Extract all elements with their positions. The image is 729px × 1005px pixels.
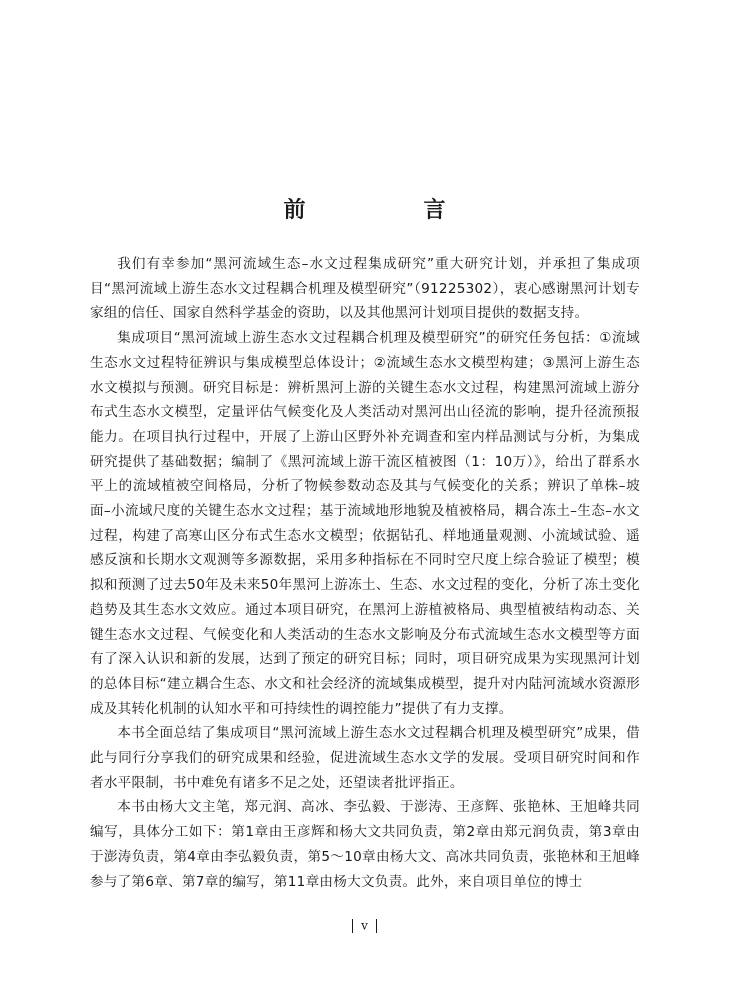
paragraph-authorship: 本书由杨大文主笔，郑元润、高冰、李弘毅、于澎涛、王彦辉、张艳林、王旭峰共同编写，具体分工如下：第1章由王彦辉和杨大文共同负责，第2章由郑元润负责，第3章由于澎涛负责，第4章由李弘毅负责，第5～10章由杨大文、高冰共同负责，张艳林和王旭峰参与了第6章、第7章的编写，第11章由杨大文负责。此外，来自项目单位的博士 (90, 799, 640, 890)
page-number-right-rule (376, 919, 377, 933)
paragraph-book-summary: 本书全面总结了集成项目“黑河流域上游生态水文过程耦合机理及模型研究”成果，借此与同行分享我们的研究成果和经验，促进流域生态水文学的发展。受项目研究时间和作者水平限制，书中难免有诸多不足之处，还望读者批评指正。 (90, 725, 640, 791)
page-number-value: v (361, 918, 368, 933)
page-title: 前 言 (283, 198, 494, 223)
page-number (0, 917, 729, 934)
paragraph-acknowledgement: 我们有幸参加“黑河流域生态–水文过程集成研究”重大研究计划，并承担了集成项目“黑河流域上游生态水文过程耦合机理及模型研究”（91225302），衷心感谢黑河计划专家组的信任、国家自然科学基金的资助，以及其他黑河计划项目提供的数据支持。 (90, 256, 640, 322)
preface-body (90, 252, 640, 894)
paragraph-research-tasks: 集成项目“黑河流域上游生态水文过程耦合机理及模型研究”的研究任务包括：①流域生态水文过程特征辨识与集成模型总体设计；②流域生态水文模型构建；③黑河上游生态水文模拟与预测。研究目标是：辨析黑河上游的关键生态水文过程，构建黑河流域上游分布式生态水文模型，定量评估气候变化及人类活动对黑河出山径流的影响，提升径流预报能力。在项目执行过程中，开展了上游山区野外补充调查和室内样品测试与分析，为集成研究提供了基础数据；编制了《黑河流域上游干流区植被图（1：10万）》，给出了群系水平上的流域植被空间格局，分析了物候参数动态及其与气候变化的关系；辨识了单株–坡面–小流域尺度的关键生态水文过程；基于流域地形地貌及植被格局，耦合冻土–生态–水文过程，构建了高寒山区分布式生态水文模型；依据钻孔、样地通量观测、小流域试验、遥感反演和长期水文观测等多源数据，采用多种指标在不同时空尺度上综合验证了模型；模拟和预测了过去50年及未来50年黑河上游冻土、生态、水文过程的变化，分析了冻土变化趋势及其生态水文效应。通过本项目研究，在黑河上游植被格局、典型植被结构动态、关键生态水文过程、气候变化和人类活动的生态水文影响及分布式流域生态水文模型等方面有了深入认识和新的发展，达到了预定的研究目标；同时，项目研究成果为实现黑河计划的总体目标“建立耦合生态、水文和社会经济的流域集成模型，提升对内陆河流域水资源形成及其转化机制的认知水平和可持续性的调控能力”提供了有力支撑。 (90, 330, 640, 717)
page-number-left-rule (352, 919, 353, 933)
